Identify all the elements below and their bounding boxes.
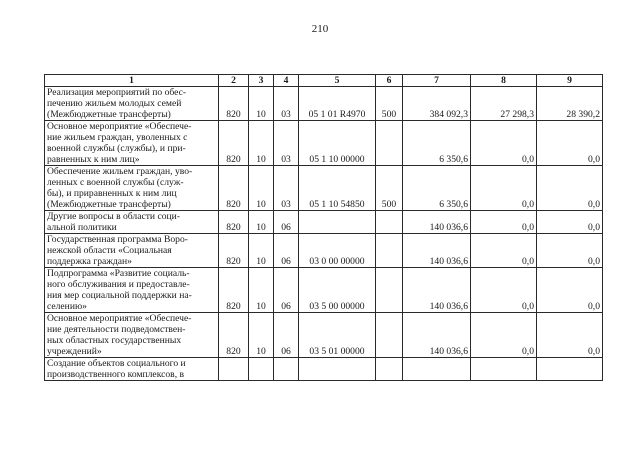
section-code: 10 <box>249 211 274 234</box>
amount-year-2: 0,0 <box>471 234 537 268</box>
section-code: 10 <box>249 268 274 313</box>
row-name-line: Государственная программа Воро- <box>47 234 188 245</box>
section-code: 10 <box>249 234 274 268</box>
amount-year-1: 6 350,6 <box>403 121 471 166</box>
ministry-code: 820 <box>219 313 249 358</box>
header-cell: 8 <box>471 75 537 87</box>
row-name-line: ного обслуживания и предоставле- <box>47 279 190 290</box>
amount-year-2: 0,0 <box>471 211 537 234</box>
row-name-line: ние деятельности подведомствен- <box>47 324 186 335</box>
row-name-line: Реализация мероприятий по обес- <box>47 87 187 98</box>
header-cell: 7 <box>403 75 471 87</box>
header-cell: 9 <box>537 75 603 87</box>
row-name-line: поддержка граждан» <box>47 256 132 267</box>
section-code: 10 <box>249 166 274 211</box>
table-row <box>45 358 603 381</box>
row-name-line: Обеспечение жильем граждан, уво- <box>47 166 193 177</box>
target-article-code: 03 5 01 00000 <box>299 313 376 358</box>
amount-year-1: 140 036,6 <box>403 211 471 234</box>
table-row <box>45 234 603 268</box>
row-name <box>45 234 219 268</box>
row-name-line: Основное мероприятие «Обеспече- <box>47 313 192 324</box>
amount-year-3 <box>537 358 603 381</box>
table-body <box>45 87 603 381</box>
row-name-line: ния мер социальной поддержки на- <box>47 290 192 301</box>
amount-year-1 <box>403 358 471 381</box>
subsection-code: 03 <box>274 121 299 166</box>
row-name-line: (Межбюджетные трансферты) <box>47 199 171 210</box>
row-name <box>45 268 219 313</box>
subsection-code: 06 <box>274 211 299 234</box>
header-row <box>45 75 603 87</box>
amount-year-3: 0,0 <box>537 121 603 166</box>
row-name-line: печению жильем молодых семей <box>47 98 182 109</box>
amount-year-2: 0,0 <box>471 313 537 358</box>
amount-year-1: 140 036,6 <box>403 313 471 358</box>
table-row <box>45 268 603 313</box>
ministry-code <box>219 358 249 381</box>
row-name-line: ленных с военной службы (служ- <box>47 177 184 188</box>
amount-year-3: 0,0 <box>537 234 603 268</box>
amount-year-1: 6 350,6 <box>403 166 471 211</box>
header-cell: 4 <box>274 75 299 87</box>
target-article-code <box>299 358 376 381</box>
amount-year-3: 0,0 <box>537 313 603 358</box>
row-name-line: Основное мероприятие «Обеспече- <box>47 121 192 132</box>
row-name-line: равненных к ним лиц» <box>47 154 140 165</box>
target-article-code: 03 5 00 00000 <box>299 268 376 313</box>
row-name-line: (Межбюджетные трансферты) <box>47 109 171 120</box>
header-cell: 6 <box>376 75 403 87</box>
row-name <box>45 313 219 358</box>
amount-year-3: 0,0 <box>537 268 603 313</box>
ministry-code: 820 <box>219 268 249 313</box>
ministry-code: 820 <box>219 121 249 166</box>
expense-type-code <box>376 268 403 313</box>
row-name-line: альной политики <box>47 222 117 233</box>
subsection-code <box>274 358 299 381</box>
subsection-code: 06 <box>274 234 299 268</box>
row-name-line: производственного комплексов, в <box>47 369 185 380</box>
page-number: 210 <box>311 23 329 35</box>
budget-table <box>44 74 603 381</box>
section-code: 10 <box>249 121 274 166</box>
table-row <box>45 211 603 234</box>
subsection-code: 03 <box>274 166 299 211</box>
table-row <box>45 87 603 121</box>
ministry-code: 820 <box>219 234 249 268</box>
row-name-line: селению» <box>47 301 87 312</box>
row-name <box>45 166 219 211</box>
amount-year-2: 0,0 <box>471 121 537 166</box>
table-row <box>45 121 603 166</box>
header-cell: 5 <box>299 75 376 87</box>
row-name <box>45 358 219 381</box>
target-article-code: 05 1 01 R4970 <box>299 87 376 121</box>
section-code: 10 <box>249 313 274 358</box>
amount-year-1: 140 036,6 <box>403 268 471 313</box>
row-name <box>45 87 219 121</box>
row-name-line: нежской области «Социальная <box>47 245 172 256</box>
subsection-code: 06 <box>274 313 299 358</box>
amount-year-3: 0,0 <box>537 211 603 234</box>
row-name-line: учреждений» <box>47 346 102 357</box>
subsection-code: 06 <box>274 268 299 313</box>
expense-type-code: 500 <box>376 166 403 211</box>
ministry-code: 820 <box>219 211 249 234</box>
ministry-code: 820 <box>219 87 249 121</box>
row-name-line: ние жильем граждан, уволенных с <box>47 132 188 143</box>
expense-type-code <box>376 358 403 381</box>
target-article-code: 05 1 10 54850 <box>299 166 376 211</box>
expense-type-code <box>376 313 403 358</box>
expense-type-code <box>376 234 403 268</box>
expense-type-code <box>376 121 403 166</box>
subsection-code: 03 <box>274 87 299 121</box>
ministry-code: 820 <box>219 166 249 211</box>
amount-year-2 <box>471 358 537 381</box>
amount-year-2: 27 298,3 <box>471 87 537 121</box>
amount-year-3: 28 390,2 <box>537 87 603 121</box>
amount-year-1: 384 092,3 <box>403 87 471 121</box>
header-cell: 1 <box>45 75 219 87</box>
amount-year-1: 140 036,6 <box>403 234 471 268</box>
target-article-code <box>299 211 376 234</box>
row-name-line: бы), и приравненных к ним лиц <box>47 188 177 199</box>
amount-year-3: 0,0 <box>537 166 603 211</box>
table-row <box>45 166 603 211</box>
section-code: 10 <box>249 87 274 121</box>
amount-year-2: 0,0 <box>471 166 537 211</box>
target-article-code: 05 1 10 00000 <box>299 121 376 166</box>
amount-year-2: 0,0 <box>471 268 537 313</box>
section-code <box>249 358 274 381</box>
row-name-line: ных областных государственных <box>47 335 182 346</box>
row-name-line: Создание объектов социального и <box>47 358 186 369</box>
target-article-code: 03 0 00 00000 <box>299 234 376 268</box>
header-cell: 3 <box>249 75 274 87</box>
table-row <box>45 313 603 358</box>
expense-type-code <box>376 211 403 234</box>
row-name-line: Подпрограмма «Развитие социаль- <box>47 268 190 279</box>
header-cell: 2 <box>219 75 249 87</box>
row-name <box>45 211 219 234</box>
expense-type-code: 500 <box>376 87 403 121</box>
row-name-line: Другие вопросы в области соци- <box>47 211 180 222</box>
row-name <box>45 121 219 166</box>
row-name-line: военной службы (службы), и при- <box>47 143 186 154</box>
